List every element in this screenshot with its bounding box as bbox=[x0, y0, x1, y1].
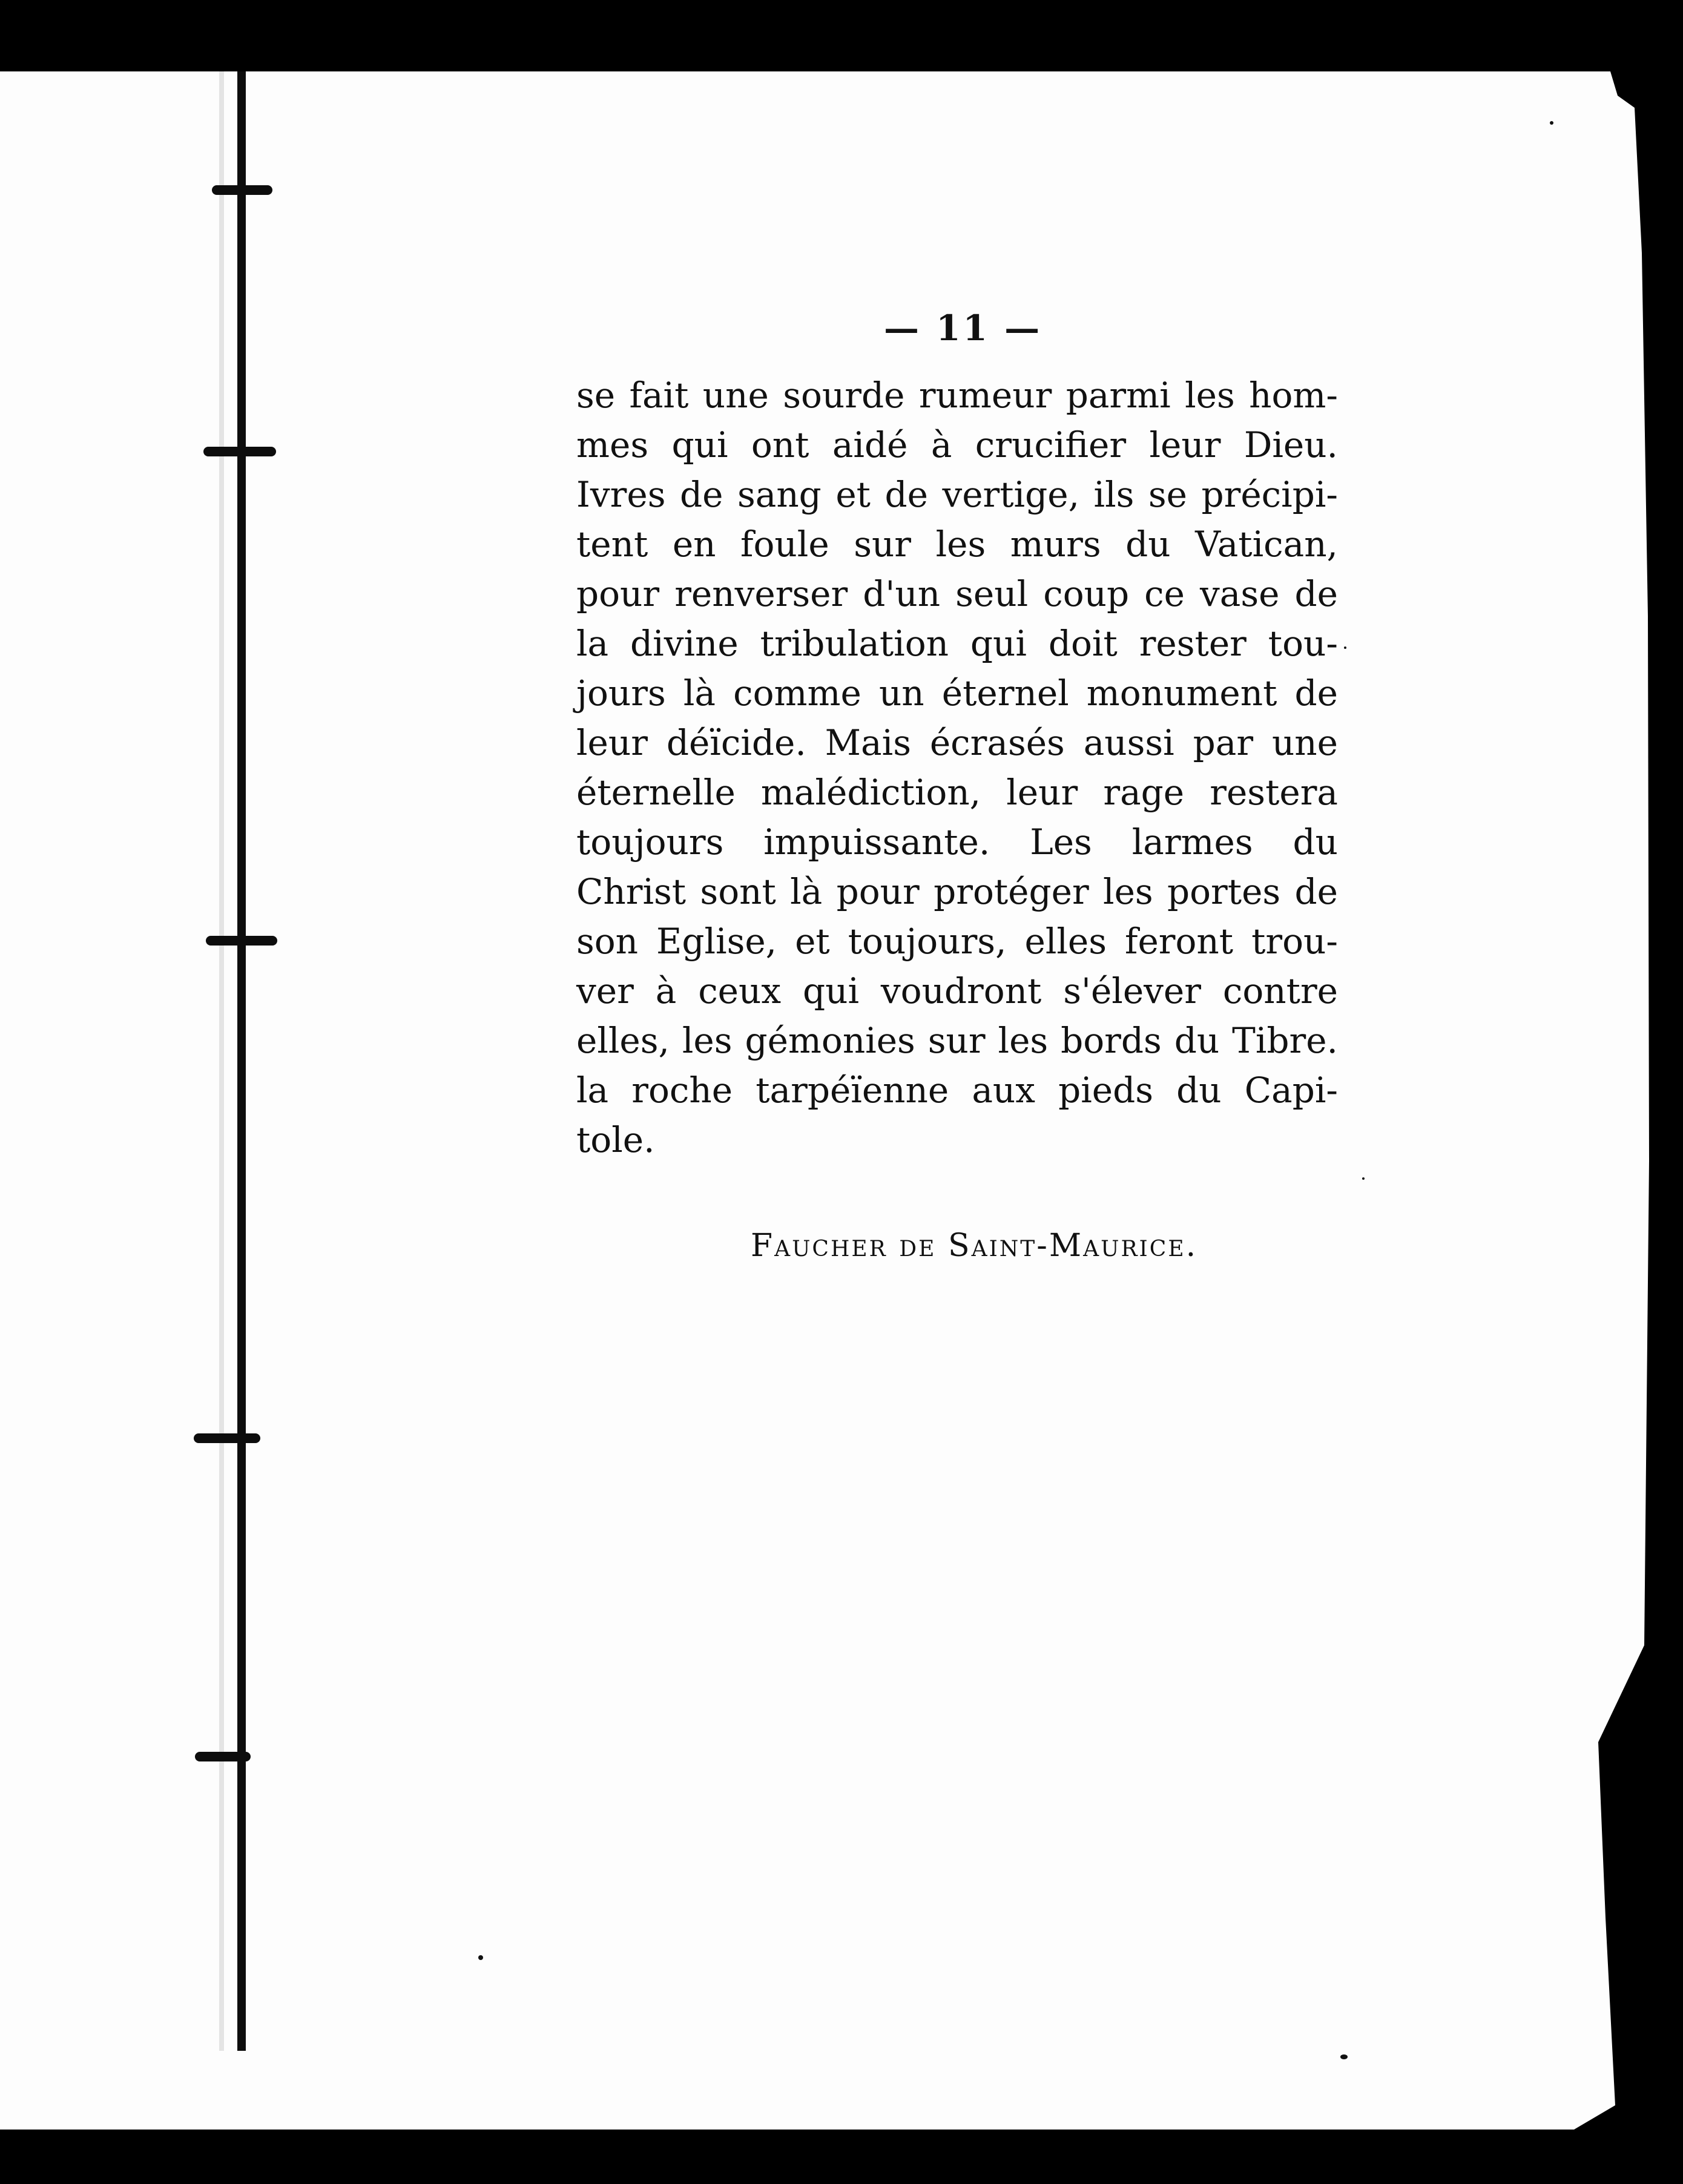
text-line: se fait une sourde rumeur parmi les hom- bbox=[576, 375, 1338, 416]
binding-stitch bbox=[194, 1433, 260, 1443]
binding-stitch bbox=[206, 936, 277, 946]
text-line: toujours impuissante. Les larmes du bbox=[576, 821, 1338, 863]
text-line: éternelle malédiction, leur rage restera bbox=[576, 772, 1338, 813]
body-text bbox=[576, 370, 1338, 1165]
text-line: son Eglise, et toujours, elles feront trou- bbox=[576, 921, 1338, 962]
text-line: jours là comme un éternel monument de bbox=[576, 673, 1338, 714]
binding-stitch bbox=[195, 1752, 251, 1761]
page-number: — 11 — bbox=[884, 308, 1042, 349]
text-line: Ivres de sang et de vertige, ils se précipi- bbox=[576, 474, 1338, 515]
text-line: leur déïcide. Mais écrasés aussi par une bbox=[576, 722, 1338, 763]
text-line: tent en foule sur les murs du Vatican, bbox=[576, 524, 1338, 565]
binding-stitch bbox=[203, 447, 276, 456]
text-line: pour renverser d'un seul coup ce vase de bbox=[576, 573, 1338, 614]
text-line: la divine tribulation qui doit rester tou- bbox=[576, 623, 1338, 664]
text-line: la roche tarpéïenne aux pieds du Capi- bbox=[576, 1070, 1338, 1111]
text-line: elles, les gémonies sur les bords du Tibre. bbox=[576, 1020, 1338, 1061]
text-line: Christ sont là pour protéger les portes de bbox=[576, 871, 1338, 912]
text-line: tole. bbox=[576, 1119, 655, 1160]
text-line: mes qui ont aidé à crucifier leur Dieu. bbox=[576, 424, 1338, 465]
binding-stitch bbox=[212, 185, 272, 195]
text-line: ver à ceux qui voudront s'élever contre bbox=[576, 970, 1338, 1011]
author-signature: Faucher de Saint-Maurice. bbox=[751, 1228, 1198, 1264]
